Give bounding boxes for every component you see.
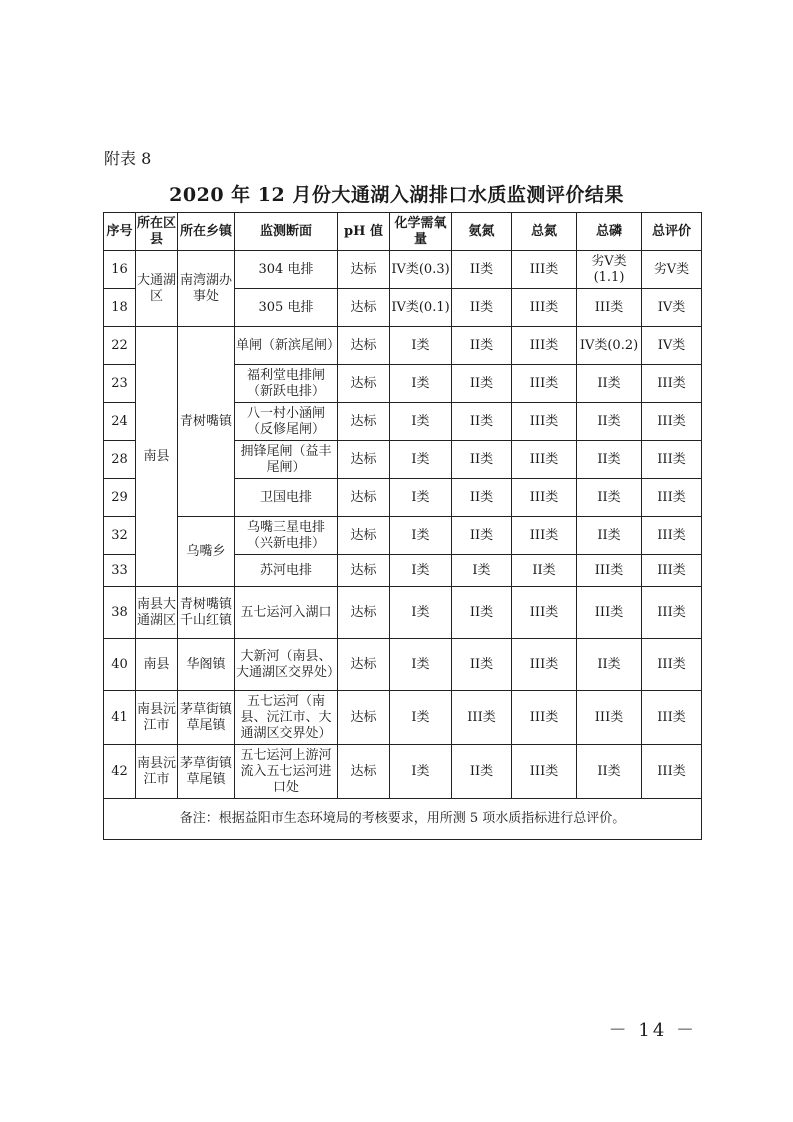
cell-total-nitrogen: III类 <box>512 365 577 403</box>
table-title: 2020 年 12 月份大通湖入湖排口水质监测评价结果 <box>169 184 624 206</box>
cell-overall: 劣V类 <box>642 251 702 289</box>
cell-ph: 达标 <box>338 365 390 403</box>
cell-overall: III类 <box>642 479 702 517</box>
cell-town: 青树嘴镇 <box>178 327 235 517</box>
cell-total-phosphorus: II类 <box>577 479 642 517</box>
cell-ammonia: II类 <box>452 479 512 517</box>
header-row <box>104 213 702 251</box>
table-row <box>104 745 702 799</box>
cell-seq: 33 <box>104 555 136 587</box>
cell-ph: 达标 <box>338 289 390 327</box>
header-overall: 总评价 <box>642 213 702 251</box>
cell-section: 拥锋尾闸（益丰尾闸） <box>235 441 338 479</box>
table-row <box>104 639 702 691</box>
cell-ph: 达标 <box>338 587 390 639</box>
header-total-phosphorus: 总磷 <box>577 213 642 251</box>
cell-section: 苏河电排 <box>235 555 338 587</box>
cell-total-phosphorus: IV类(0.2) <box>577 327 642 365</box>
cell-cod: I类 <box>390 587 452 639</box>
cell-total-nitrogen: III类 <box>512 691 577 745</box>
table-row <box>104 587 702 639</box>
cell-ph: 达标 <box>338 441 390 479</box>
cell-ph: 达标 <box>338 327 390 365</box>
cell-cod: I类 <box>390 517 452 555</box>
cell-ammonia: II类 <box>452 289 512 327</box>
cell-total-nitrogen: III类 <box>512 289 577 327</box>
cell-cod: I类 <box>390 365 452 403</box>
cell-seq: 40 <box>104 639 136 691</box>
cell-overall: III类 <box>642 555 702 587</box>
cell-section: 大新河（南县、大通湖区交界处） <box>235 639 338 691</box>
table-row <box>104 517 702 555</box>
cell-total-nitrogen: III类 <box>512 251 577 289</box>
cell-ammonia: II类 <box>452 587 512 639</box>
cell-ammonia: II类 <box>452 365 512 403</box>
cell-seq: 24 <box>104 403 136 441</box>
cell-district: 南县大通湖区 <box>136 587 178 639</box>
cell-seq: 23 <box>104 365 136 403</box>
cell-total-phosphorus: 劣V类(1.1) <box>577 251 642 289</box>
cell-district: 南县沅江市 <box>136 691 178 745</box>
cell-cod: I类 <box>390 691 452 745</box>
cell-overall: III类 <box>642 365 702 403</box>
cell-seq: 41 <box>104 691 136 745</box>
cell-section: 305 电排 <box>235 289 338 327</box>
cell-total-phosphorus: II类 <box>577 365 642 403</box>
header-ammonia: 氨氮 <box>452 213 512 251</box>
water-quality-table <box>103 212 702 840</box>
cell-seq: 22 <box>104 327 136 365</box>
cell-section: 福利堂电排闸（新跃电排） <box>235 365 338 403</box>
cell-district: 南县沅江市 <box>136 745 178 799</box>
cell-ammonia: II类 <box>452 327 512 365</box>
cell-town: 茅草街镇草尾镇 <box>178 745 235 799</box>
cell-seq: 32 <box>104 517 136 555</box>
cell-ph: 达标 <box>338 251 390 289</box>
cell-ammonia: III类 <box>452 691 512 745</box>
cell-overall: III类 <box>642 587 702 639</box>
cell-ammonia: I类 <box>452 555 512 587</box>
note-row <box>104 799 702 840</box>
page-number: － 14 － <box>608 1020 697 1041</box>
cell-ph: 达标 <box>338 691 390 745</box>
cell-cod: IV类(0.1) <box>390 289 452 327</box>
cell-ammonia: II类 <box>452 441 512 479</box>
cell-section: 八一村小涵闸（反修尾闸） <box>235 403 338 441</box>
cell-seq: 29 <box>104 479 136 517</box>
cell-cod: I类 <box>390 327 452 365</box>
cell-ammonia: II类 <box>452 403 512 441</box>
header-ph: pH 值 <box>338 213 390 251</box>
cell-overall: III类 <box>642 517 702 555</box>
cell-cod: IV类(0.3) <box>390 251 452 289</box>
cell-total-phosphorus: II类 <box>577 639 642 691</box>
cell-cod: I类 <box>390 403 452 441</box>
cell-total-nitrogen: III类 <box>512 441 577 479</box>
cell-ammonia: II类 <box>452 745 512 799</box>
cell-total-phosphorus: II类 <box>577 517 642 555</box>
cell-total-nitrogen: II类 <box>512 555 577 587</box>
cell-section: 卫国电排 <box>235 479 338 517</box>
cell-ph: 达标 <box>338 639 390 691</box>
cell-overall: III类 <box>642 745 702 799</box>
cell-ph: 达标 <box>338 517 390 555</box>
cell-total-phosphorus: II类 <box>577 745 642 799</box>
cell-total-nitrogen: III类 <box>512 403 577 441</box>
cell-town: 华阁镇 <box>178 639 235 691</box>
cell-cod: I类 <box>390 745 452 799</box>
header-town: 所在乡镇 <box>178 213 235 251</box>
cell-seq: 28 <box>104 441 136 479</box>
cell-ph: 达标 <box>338 479 390 517</box>
cell-total-phosphorus: II类 <box>577 403 642 441</box>
cell-total-nitrogen: III类 <box>512 587 577 639</box>
cell-seq: 18 <box>104 289 136 327</box>
table-row <box>104 691 702 745</box>
cell-ammonia: II类 <box>452 251 512 289</box>
cell-section: 304 电排 <box>235 251 338 289</box>
table-row <box>104 251 702 289</box>
cell-section: 五七运河（南县、沅江市、大通湖区交界处） <box>235 691 338 745</box>
cell-total-nitrogen: III类 <box>512 517 577 555</box>
cell-total-nitrogen: III类 <box>512 745 577 799</box>
cell-total-nitrogen: III类 <box>512 327 577 365</box>
cell-overall: III类 <box>642 639 702 691</box>
cell-total-nitrogen: III类 <box>512 639 577 691</box>
cell-town: 青树嘴镇千山红镇 <box>178 587 235 639</box>
cell-section: 乌嘴三星电排（兴新电排） <box>235 517 338 555</box>
cell-ph: 达标 <box>338 555 390 587</box>
cell-district: 南县 <box>136 327 178 587</box>
cell-cod: I类 <box>390 555 452 587</box>
appendix-label: 附表 8 <box>104 149 152 168</box>
cell-ammonia: II类 <box>452 639 512 691</box>
cell-ammonia: II类 <box>452 517 512 555</box>
cell-district: 大通湖区 <box>136 251 178 327</box>
header-district: 所在区县 <box>136 213 178 251</box>
cell-overall: IV类 <box>642 289 702 327</box>
cell-seq: 42 <box>104 745 136 799</box>
cell-seq: 16 <box>104 251 136 289</box>
cell-cod: I类 <box>390 441 452 479</box>
header-total-nitrogen: 总氮 <box>512 213 577 251</box>
cell-town: 乌嘴乡 <box>178 517 235 587</box>
cell-overall: IV类 <box>642 327 702 365</box>
cell-section: 单闸（新滨尾闸） <box>235 327 338 365</box>
cell-town: 茅草街镇草尾镇 <box>178 691 235 745</box>
cell-district: 南县 <box>136 639 178 691</box>
cell-ph: 达标 <box>338 403 390 441</box>
table-row <box>104 327 702 365</box>
table-note: 备注：根据益阳市生态环境局的考核要求，用所测 5 项水质指标进行总评价。 <box>104 799 702 840</box>
cell-overall: III类 <box>642 691 702 745</box>
cell-section: 五七运河入湖口 <box>235 587 338 639</box>
header-cod: 化学需氧量 <box>390 213 452 251</box>
cell-total-phosphorus: III类 <box>577 555 642 587</box>
header-seq: 序号 <box>104 213 136 251</box>
cell-total-phosphorus: III类 <box>577 289 642 327</box>
cell-total-nitrogen: III类 <box>512 479 577 517</box>
cell-overall: III类 <box>642 441 702 479</box>
cell-cod: I类 <box>390 479 452 517</box>
cell-ph: 达标 <box>338 745 390 799</box>
cell-seq: 38 <box>104 587 136 639</box>
cell-cod: I类 <box>390 639 452 691</box>
cell-total-phosphorus: III类 <box>577 691 642 745</box>
cell-total-phosphorus: II类 <box>577 441 642 479</box>
cell-total-phosphorus: III类 <box>577 587 642 639</box>
cell-town: 南湾湖办事处 <box>178 251 235 327</box>
cell-overall: III类 <box>642 403 702 441</box>
cell-section: 五七运河上游河流入五七运河进口处 <box>235 745 338 799</box>
header-section: 监测断面 <box>235 213 338 251</box>
